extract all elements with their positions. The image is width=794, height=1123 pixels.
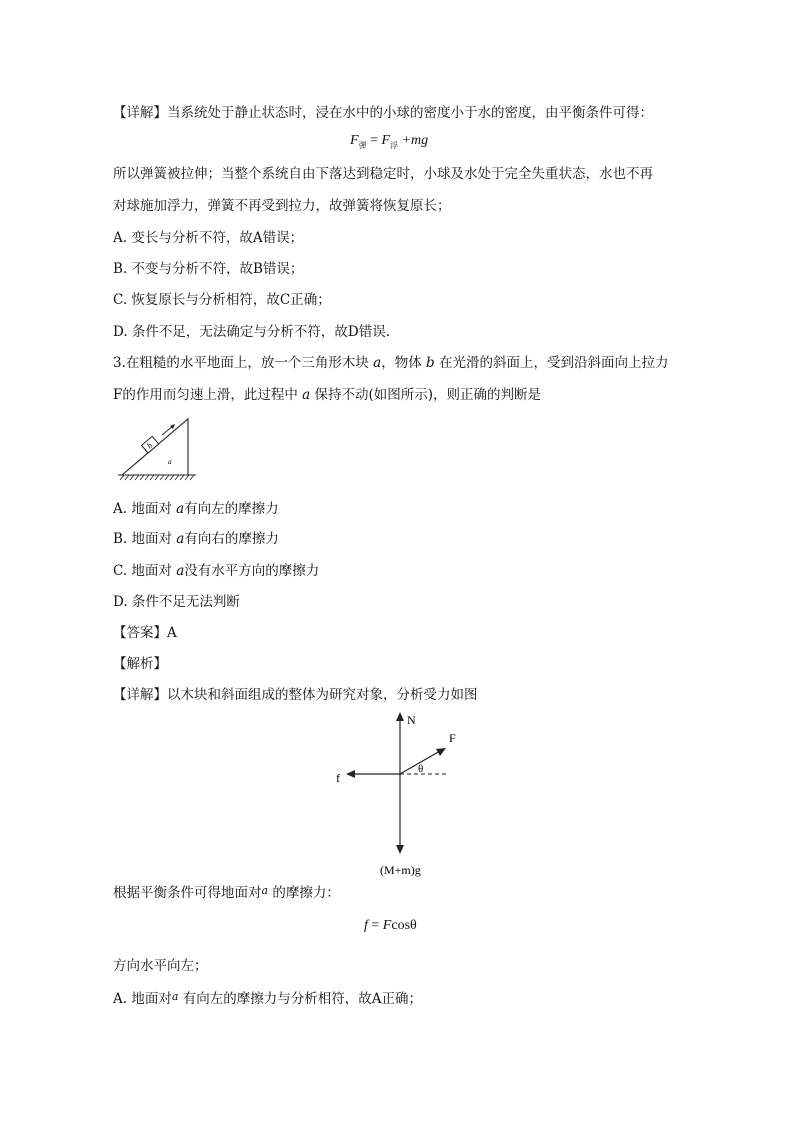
detail-text: 当系统处于静止状态时，浸在水中的小球的密度小于水的密度，由平衡条件可得： (167, 105, 653, 121)
paragraph-5 (113, 988, 422, 1008)
analysis-heading: 【解析】 (113, 656, 167, 672)
paragraph-4: 方向水平向左； (113, 958, 208, 974)
q3-var-a: a (373, 355, 382, 371)
opt2b-pre: B. 地面对 (113, 531, 177, 547)
p5-post: 有向左的摩擦力与分析相符，故A正确； (178, 991, 422, 1007)
option-2a (113, 500, 279, 518)
opt2d-pre: D. 条件不足无法判断 (113, 594, 240, 610)
opt2b-var: a (176, 531, 185, 547)
opt2a-var: a (176, 501, 185, 517)
detail-paragraph-2 (113, 686, 478, 704)
detail2-text: 以木块和斜面组成的整体为研究对象，分析受力如图 (167, 687, 478, 703)
q3-var-b: b (426, 355, 435, 371)
option-2b (113, 530, 279, 548)
eq1-tail: +mg (398, 133, 429, 148)
label-gravity: (M+m)g (380, 863, 421, 877)
opt2c-post: 没有水平方向的摩擦力 (184, 563, 320, 579)
normal-force-arrowhead (396, 712, 404, 721)
detail-lead: 【详解】 (113, 105, 167, 121)
p5-pre: A. 地面对 (113, 991, 172, 1007)
option-2c (113, 562, 319, 580)
p3-pre: 根据平衡条件可得地面对 (113, 885, 262, 901)
friction-arrowhead (346, 770, 355, 778)
label-theta: θ (418, 763, 424, 775)
option-1c: C. 恢复原长与分析相符，故C正确； (113, 292, 331, 308)
block-b (142, 436, 159, 453)
eq1-equals: = (366, 133, 382, 148)
eq2-rhs: F (382, 918, 392, 933)
label-f: f (336, 771, 340, 785)
option-1b: B. 不变与分析不符，故B错误； (113, 261, 304, 277)
option-1d: D. 条件不足，无法确定与分析不符，故D错误. (113, 324, 391, 340)
eq1-rhs: F (381, 133, 391, 148)
option-2d (113, 593, 240, 611)
opt2b-post: 有向右的摩擦力 (184, 531, 279, 547)
q3-text-a: 3.在粗糙的水平地面上，放一个三角形木块 (113, 355, 374, 371)
paragraph-2-line-1: 所以弹簧被拉伸；当整个系统自由下落达到稳定时，小球及水处于完全失重状态，水也不再 (113, 166, 653, 182)
force-diagram (330, 708, 470, 880)
incline-figure (118, 414, 198, 484)
detail2-lead: 【详解】 (113, 687, 167, 703)
opt2c-pre: C. 地面对 (113, 563, 177, 579)
opt2a-post: 有向左的摩擦力 (184, 501, 279, 517)
block-b-label: b (145, 440, 155, 451)
question-3-line-1 (113, 354, 668, 372)
q3-text-d: F的作用而匀速上滑，此过程中 (113, 387, 303, 403)
question-3-line-2 (113, 386, 541, 404)
q3-text-c: 在光滑的斜面上，受到沿斜面向上拉力 (434, 355, 669, 371)
q3-text-b: ，物体 (381, 355, 427, 371)
paragraph-3 (113, 882, 340, 902)
gravity-arrowhead (396, 845, 404, 854)
q3-text-e: 保持不动(如图所示)，则正确的判断是 (310, 387, 542, 403)
label-F: F (449, 731, 456, 745)
eq1-lhs: F (350, 133, 359, 148)
p3-post: 的摩擦力： (268, 885, 340, 901)
opt2c-var: a (176, 563, 185, 579)
p3-var: a (261, 884, 269, 897)
paragraph-2-line-2: 对球施加浮力，弹簧不再受到拉力，故弹簧将恢复原长； (113, 198, 451, 214)
answer: 【答案】A (113, 625, 177, 641)
equation-buoyancy (350, 133, 428, 151)
p5-var: a (171, 990, 179, 1003)
ground-hatch (120, 475, 194, 480)
q3-var-a-2: a (302, 387, 311, 403)
block-a-label: a (168, 458, 172, 466)
equation-friction (364, 918, 417, 934)
detail-paragraph-1 (113, 104, 653, 122)
eq1-lhs-sub: 弹 (358, 140, 367, 150)
eq1-rhs-sub: 浮 (390, 140, 399, 150)
eq2-equals: = (367, 918, 383, 933)
opt2a-pre: A. 地面对 (113, 501, 177, 517)
option-1a: A. 变长与分析不符，故A错误； (113, 230, 304, 246)
eq2-tail: cosθ (391, 918, 417, 933)
eq2-lhs: f (364, 918, 368, 933)
label-N: N (407, 713, 416, 727)
